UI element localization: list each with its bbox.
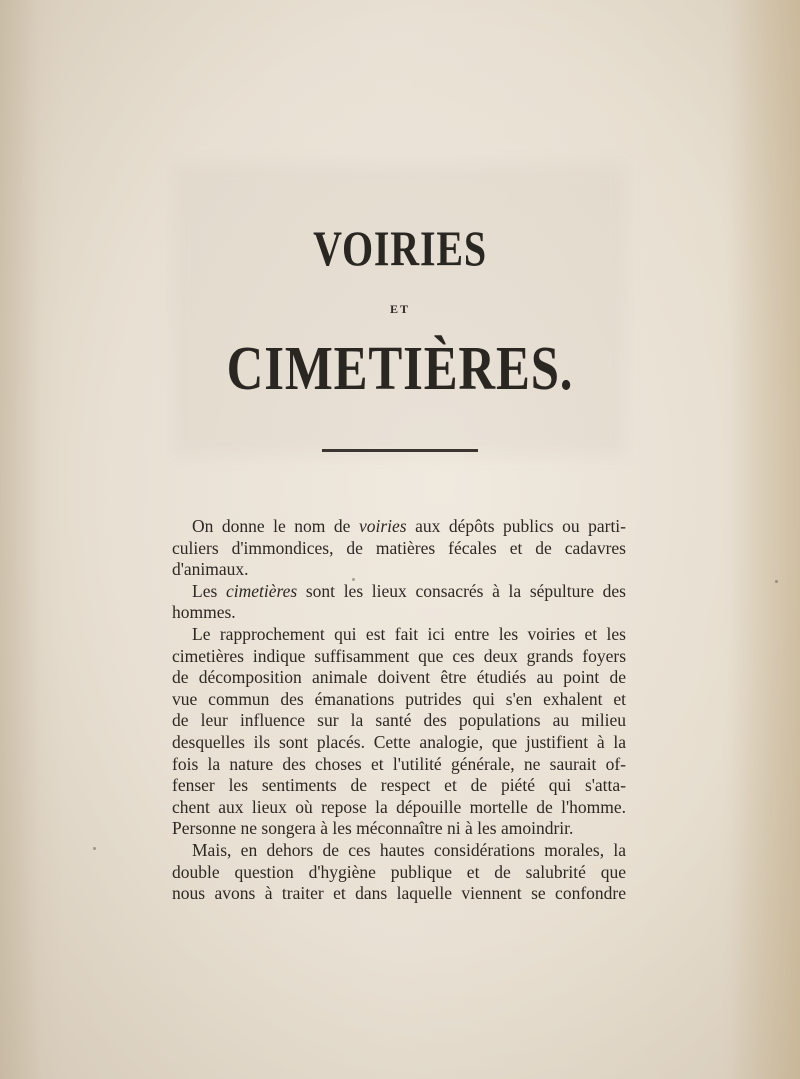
italic-term: cimetières [225,580,298,601]
text-run: hommes. [172,602,236,623]
text-line [172,840,626,862]
text-line [172,689,626,711]
text-line [172,883,626,905]
text-line [172,624,626,646]
text-line [172,559,626,581]
paragraph [172,840,626,905]
paper-speck [775,580,778,583]
text-run: aux dépôts publics ou parti- [406,516,626,536]
body-text [172,516,626,905]
text-line [172,818,626,840]
text-run: Les [192,580,226,601]
text-run: Mais, en dehors de ces hautes considérations morales, la [192,839,626,860]
text-line [172,754,626,776]
text-line [172,797,626,819]
text-run: double question d'hygiène publique et de salubrité que [172,861,626,882]
paper-speck [93,847,96,850]
text-run: vue commun des émanations putrides qui s'en exhalent et [172,688,626,709]
text-line [172,775,626,797]
text-run: fenser les sentiments de respect et de piété qui s'atta- [172,775,626,796]
paragraph [172,624,626,840]
paragraph [172,581,626,624]
text-run: chent aux lieux où repose la dépouille mortelle de l'homme. [172,796,626,817]
text-run: Le rapprochement qui est fait ici entre les voiries et les [192,623,626,644]
chapter-title-conjunction: ET [389,302,410,316]
text-run: de décomposition animale doivent être étudiés au point de [172,667,626,688]
italic-term: voiries [358,516,407,536]
text-run: sont les lieux consacrés à la sépulture des [297,580,626,601]
text-run: culiers d'immondices, de matières fécales et de cadavres [172,537,626,558]
text-run: de leur influence sur la santé des populations au milieu [172,710,626,731]
text-line [172,581,626,603]
text-line [172,732,626,754]
text-run: d'animaux. [172,559,249,580]
title-divider-rule [322,449,478,452]
text-run: desquelles ils sont placés. Cette analogie, que justifient à la [172,731,626,752]
text-run: nous avons à traiter et dans laquelle viennent se confondre [172,883,626,904]
text-run: On donne le nom de [192,516,359,536]
text-run: cimetières indique suffisamment que ces deux grands foyers [172,645,626,666]
text-run: fois la nature des choses et l'utilité générale, ne saurait of- [172,753,626,774]
text-run: Personne ne songera à les méconnaître ni à les amoindrir. [172,818,574,839]
text-line [172,862,626,884]
page-right-shadow [730,0,800,1079]
paragraph [172,516,626,581]
page-left-shadow [0,0,40,1079]
text-line [172,667,626,689]
text-line [172,538,626,560]
paper-speck [352,578,355,581]
chapter-subtitle: CIMETIÈRES. [226,335,574,403]
chapter-title: VOIRIES [313,220,487,276]
text-line [172,646,626,668]
text-line [172,710,626,732]
text-line [172,516,626,538]
text-line [172,602,626,624]
